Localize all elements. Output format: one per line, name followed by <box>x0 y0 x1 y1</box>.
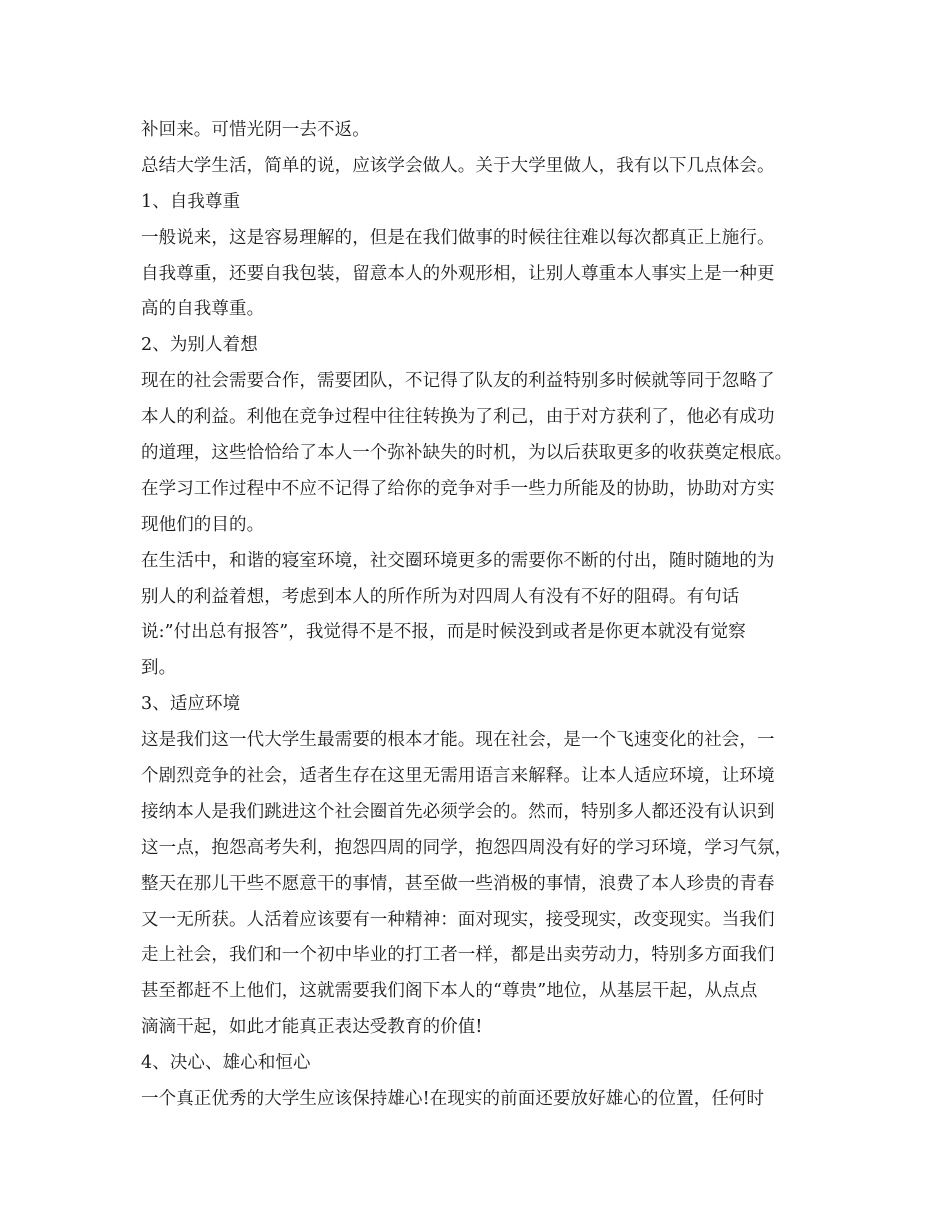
text-line: 补回来。可惜光阴一去不返。 <box>141 120 370 140</box>
text-line: 这一点，抱怨高考失利，抱怨四周的同学，抱怨四周没有好的学习环境，学习气氛， <box>141 837 793 858</box>
section-heading: 1、自我尊重 <box>141 191 241 212</box>
text-line: 的道理，这些恰恰给了本人一个弥补缺失的时机，为以后获取更多的收获奠定根底。 <box>141 443 793 464</box>
text-line: 又一无所获。人活着应该要有一种精神：面对现实，接受现实，改变现实。当我们 <box>141 909 775 930</box>
section-heading: 3、适应环境 <box>141 694 241 715</box>
text-line: 在学习工作过程中不应不记得了给你的竞争对手一些力所能及的协助，协助对方实 <box>141 478 775 499</box>
text-line: 一般说来，这是容易理解的，但是在我们做事的时候往往难以每次都真正上施行。 <box>141 227 775 248</box>
text-line: 在生活中，和谐的寝室环境，社交圈环境更多的需要你不断的付出，随时随地的为 <box>141 550 775 571</box>
text-line: 现在的社会需要合作，需要团队，不记得了队友的利益特别多时候就等同于忽略了 <box>141 371 775 392</box>
section-heading: 2、为别人着想 <box>141 335 258 356</box>
text-line: 别人的利益着想，考虑到本人的所作所为对四周人有没有不好的阻碍。有句话 <box>141 586 740 607</box>
text-line: 高的自我尊重。 <box>141 299 265 320</box>
text-line: 本人的利益。利他在竞争过程中往往转换为了利己，由于对方获利了，他必有成功 <box>141 407 775 428</box>
text-line: 甚至都赶不上他们，这就需要我们阁下本人的“尊贵”地位，从基层干起，从点点 <box>141 981 758 1002</box>
text-line: 滴滴干起，如此才能真正表达受教育的价值! <box>141 1017 483 1038</box>
text-line: 这是我们这一代大学生最需要的根本才能。现在社会，是一个飞速变化的社会，一 <box>141 730 775 751</box>
text-line: 现他们的目的。 <box>141 514 265 535</box>
text-line: 整天在那儿干些不愿意干的事情，甚至做一些消极的事情，浪费了本人珍贵的青春 <box>141 873 775 894</box>
text-line: 一个真正优秀的大学生应该保持雄心!在现实的前面还要放好雄心的位置，任何时 <box>141 1089 765 1110</box>
text-line: 个剧烈竞争的社会，适者生存在这里无需用语言来解释。让本人适应环境，让环境 <box>141 766 775 787</box>
text-line: 接纳本人是我们跳进这个社会圈首先必须学会的。然而，特别多人都还没有认识到 <box>141 801 775 822</box>
document-body <box>141 113 821 1118</box>
section-heading: 4、决心、雄心和恒心 <box>141 1053 311 1074</box>
text-line: 总结大学生活，简单的说，应该学会做人。关于大学里做人，我有以下几点体会。 <box>141 155 775 176</box>
text-line: 走上社会，我们和一个初中毕业的打工者一样，都是出卖劳动力，特别多方面我们 <box>141 945 775 966</box>
text-line: 自我尊重，还要自我包装，留意本人的外观形相，让别人尊重本人事实上是一种更 <box>141 263 775 284</box>
text-line: 到。 <box>141 658 177 679</box>
text-line: 说:”付出总有报答”，我觉得不是不报，而是时候没到或者是你更本就没有觉察 <box>141 622 746 643</box>
